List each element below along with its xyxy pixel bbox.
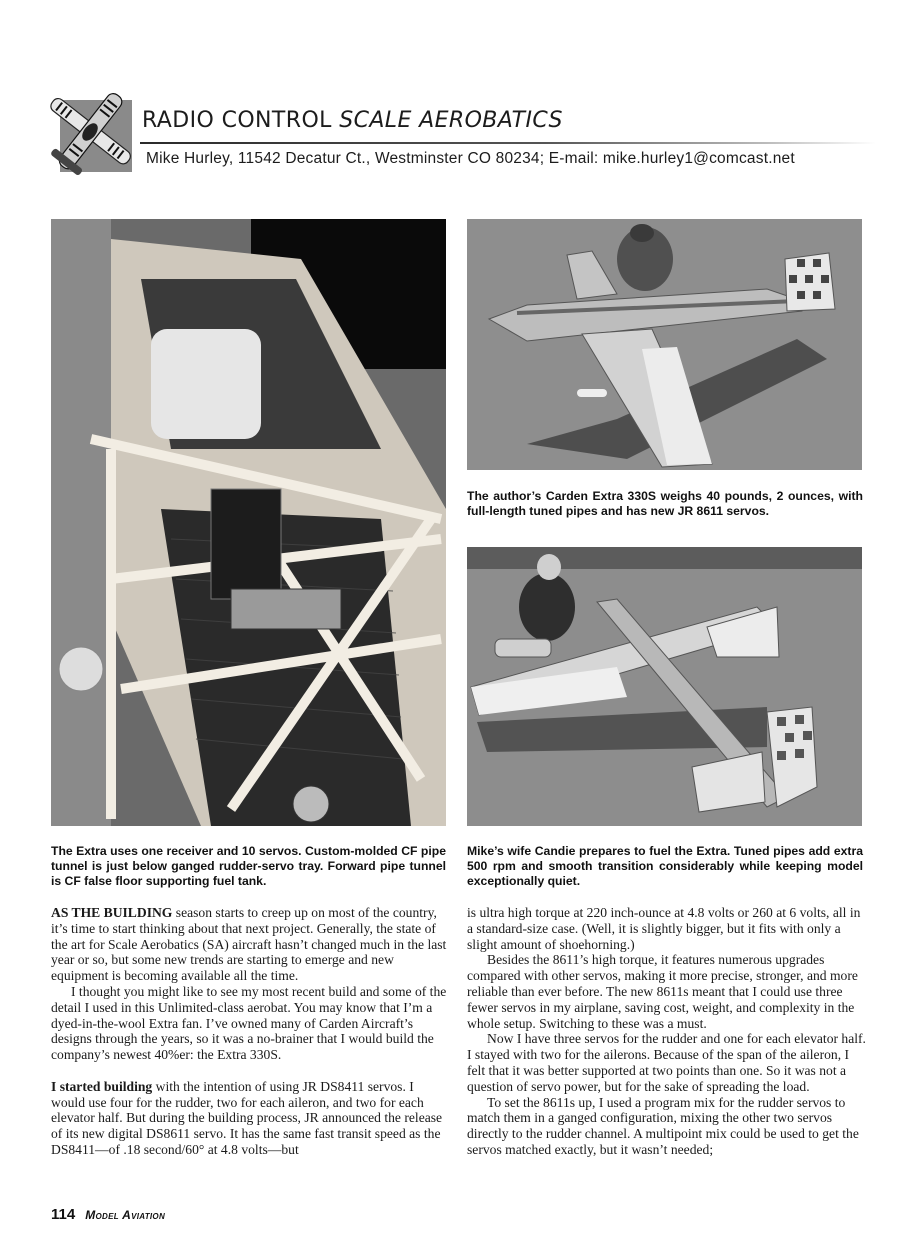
photo-candie-fueling-extra (467, 547, 862, 826)
lead-in: AS THE BUILDING (51, 905, 173, 920)
paragraph: Now I have three servos for the rudder and one for each elevator half. I stayed with two for the ailerons. Because of the span of the aileron, I felt that it was better supported at two points than one. So it was not a question of servo power, but for the sake of spreading the load. (467, 1031, 866, 1094)
caption-left-photo: The Extra uses one receiver and 10 servos. Custom-molded CF pipe tunnel is just below ganged rudder-servo tray. Forward pipe tunnel is CF false floor supporting fuel tank. (51, 844, 446, 888)
paragraph (51, 905, 451, 984)
photo-author-with-extra (467, 219, 862, 470)
lead-in: I started building (51, 1078, 153, 1094)
paragraph-text: season starts to creep up on most of the country, it’s time to start thinking about that next project. Generally, the state of the art for Scale Aerobatics (SA) aircraft hasn’t changed much in the last year or so, but some new trends are starting to emerge and new equipment is becoming available all the time. (51, 905, 447, 984)
article-column-left (51, 905, 451, 1158)
section-title-plain: RADIO CONTROL (142, 108, 340, 133)
paragraph: To set the 8611s up, I used a program mix for the rudder servos to match them in a ganged configuration, mixing the other two servos directly to the rudder channel. A multipoint mix could be used to get the servos matched exactly, but it wasn’t needed; (467, 1094, 859, 1157)
aerobatic-airplane-logo-icon (36, 82, 144, 180)
caption-top-right-photo: The author’s Carden Extra 330S weighs 40 pounds, 2 ounces, with full-length tuned pipes and has new JR 8611 servos. (467, 489, 863, 518)
author-contact-line: Mike Hurley, 11542 Decatur Ct., Westminster CO 80234; E-mail: mike.hurley1@comcast.net (146, 150, 795, 167)
section-title-italic: SCALE AEROBATICS (339, 108, 563, 133)
section-title (142, 108, 563, 133)
header-rule (140, 142, 876, 144)
article-column-right (467, 905, 867, 1158)
paragraph-text: with the intention of using JR DS8411 servos. I would use four for the rudder, two for each aileron, and two for each elevator half. But during the building process, JR announced the release of its new digital DS8611 servo. It has the same fast transit speed as the DS8411—of .18 second/60° at 4.8 volts—but (51, 1078, 443, 1157)
photo-fuselage-interior (51, 219, 446, 826)
paragraph: is ultra high torque at 220 inch-ounce at 4.8 volts or 260 at 6 volts, all in a standard-size case. (Well, it is slightly bigger, but it fits with only a slight amount of shoehorning.) (467, 905, 861, 952)
page-number: 114 (51, 1206, 76, 1223)
paragraph: Besides the 8611’s high torque, it features numerous upgrades compared with other servos, making it more precise, stronger, and more reliable than ever before. The new 8611s meant that I could use three fewer servos in my airplane, saving cost, weight, and complexity in the whole setup. Switching to these was a must. (467, 952, 858, 1031)
paragraph: I thought you might like to see my most recent build and some of the detail I used in this Unlimited-class aerobat. You may know that I’m a dyed-in-the-wool Extra fan. I’ve owned many of Carden Aircraft’s designs through the years, so it was a no-brainer that I would build the company’s newest 40%er: the Extra 330S. (51, 983, 447, 1063)
paragraph (51, 1079, 451, 1158)
page-folio (51, 1206, 165, 1223)
caption-bottom-right-photo: Mike’s wife Candie prepares to fuel the Extra. Tuned pipes add extra 500 rpm and smooth transition considerably while keeping model exceptionally quiet. (467, 844, 863, 888)
magazine-name: Model Aviation (85, 1208, 166, 1222)
